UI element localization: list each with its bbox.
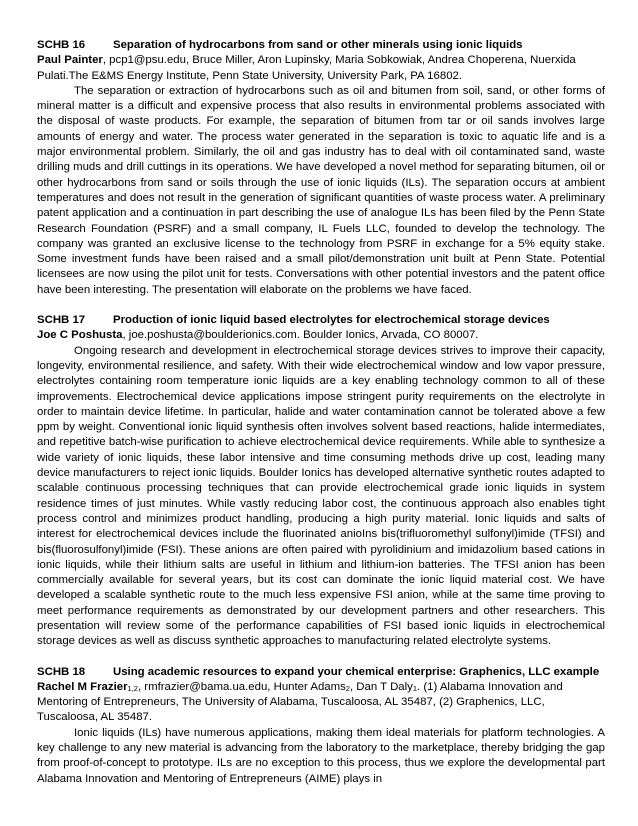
abstract-body: Ongoing research and development in electrochemical storage devices strives to improve their capacity, longevity, environmental resilience, and safety. With their wide electrochemical window and low vapor pressure, electrolytes containing room temperature ionic liquids are a key enabling technology common to all of these improvements. Electrochemical device applications impose stringent purity requirements on the electrolyte in order to maintain device lifetime. In particular, halide and water contamination cannot be tolerated above a few ppm by weight. Conventional ionic liquid synthesis often involves solvent based reactions, halide intermediates, and repetitive batch-wise purification to achieve electrochemical device requirements. While able to synthesize a wide variety of ionic liquids, these labor intensive and time consuming methods drive up cost, leading many device manufacturers to reject ionic liquids. Boulder Ionics has developed alternative synthetic routes adapted to scalable continuous processing techniques that can provide electrochemical grade ionic liquids in system residence times of just minutes. While vastly reducing labor cost, the continuous approach also enables tight process control and minimizes product handling, producing a high purity material. Ionic liquids and salts of interest for electrochemical devices include the fluorinated anioIns bis(trifluoromethyl sulfonyl)imide (TFSI) and bis(fluorosulfonyl)imide (FSI). These anions are often paired with pyrolidinium and imidazolium based cations in ionic liquids, while their lithium salts are useful in lithium and lithium-ion batteries. The TFSI anion has been commercially available for several years, but its cost can dominate the ionic liquid material cost. We have developed a scalable synthetic route to the much less expensive FSI anion, while at the same time proving to meet performance requirements as demonstrated by our development partners and other researchers. This presentation will review some of the performance capabilities of FSI based ionic liquids in electrochemical storage devices as well as discuss synthetic approaches to manufacturing related electrolyte systems. bbox=[37, 344, 605, 648]
abstract-title: Using academic resources to expand your chemical enterprise: Graphenics, LLC example bbox=[113, 665, 600, 678]
abstract-title: Production of ionic liquid based electrolytes for electrochemical storage devices bbox=[113, 314, 550, 327]
abstract-code: SCHB 18 bbox=[37, 665, 86, 678]
author-details: , pcp1@psu.edu, Bruce Miller, Aron Lupinsky, Maria Sobkowiak, Andrea Choperena, Nuerxida Pulati.The E&MS Energy Institute, Penn State University, University Park, PA 16802. bbox=[37, 54, 576, 82]
affiliation-marker: 2 bbox=[345, 683, 350, 693]
author-line bbox=[37, 328, 605, 343]
author-line bbox=[37, 53, 605, 84]
affiliation-details: . (1) Alabama Innovation and Mentoring of Entrepreneurs, The University of Alabama, Tuscaloosa, AL 35487, (2) Graphenics, LLC, Tuscaloosa, AL 35487. bbox=[37, 680, 563, 724]
presenter-name: Paul Painter bbox=[37, 54, 103, 67]
abstract-schb16 bbox=[37, 38, 605, 298]
author-details: , joe.poshusta@boulderionics.com. Boulder Ionics, Arvada, CO 80007. bbox=[122, 329, 479, 342]
abstract-page bbox=[37, 38, 605, 802]
abstract-title: Separation of hydrocarbons from sand or other minerals using ionic liquids bbox=[113, 39, 523, 51]
author-details: , Dan T Daly bbox=[349, 680, 413, 693]
presenter-name: Joe C Poshusta bbox=[37, 329, 123, 342]
abstract-code: SCHB 16 bbox=[37, 39, 86, 51]
abstract-body: Ionic liquids (ILs) have numerous applications, making them ideal materials for platform technologies. A key challenge to any new material is advancing from the laboratory to the marketplace, thereby bridging the gap from proof-of-concept to prototype. ILs are no exception to this process, thus we explore the developmental part Alabama Innovation and Mentoring of Entrepreneurs (AIME) plays in bbox=[37, 726, 605, 785]
affiliation-marker: 1 bbox=[412, 683, 418, 693]
presenter-name: Rachel M Frazier bbox=[37, 680, 128, 693]
abstract-heading bbox=[37, 665, 605, 680]
abstract-schb18 bbox=[37, 665, 605, 787]
author-line bbox=[37, 680, 605, 726]
abstract-body: The separation or extraction of hydrocarbons such as oil and bitumen from soil, sand, or other forms of mineral matter is a difficult and expensive process that also results in environmental problems associated with the disposal of waste products. For example, the separation of bitumen from tar or oil sands involves large amounts of energy and water. The process water generated in the separation is toxic to aquatic life and is a major environmental problem. Similarly, the oil and gas industry has to deal with oil contaminated sand, waste drilling muds and drill cuttings in its operations. We have developed a novel method for separating bitumen, oil or other hydrocarbons from sand or soils through the use of ionic liquids (ILs). The separation occurs at ambient temperatures and does not result in the generation of significant quantities of waste process water. A preliminary patent application and a continuation in part describing the use of analogue ILs has been filed by the Penn State Research Foundation (PSRF) and a small company, IL Fuels LLC, founded to develop the technology. The company was granted an exclusive license to the technology from PSRF in exchange for a 5% equity stake. Some investment funds have been raised and a small pilot/demonstration unit built at Penn State. Potential licensees are now using the pilot unit for tests. Conversations with other potential investors and the patent office have been interesting. The presentation will elaborate on the problems we have faced. bbox=[37, 84, 605, 296]
affiliation-marker: 1,2 bbox=[127, 683, 138, 693]
author-details: , rmfrazier@bama.ua.edu, Hunter Adams bbox=[137, 680, 346, 693]
abstract-heading bbox=[37, 313, 605, 328]
abstract-code: SCHB 17 bbox=[37, 314, 86, 327]
abstract-schb17 bbox=[37, 313, 605, 650]
abstract-heading bbox=[37, 38, 605, 53]
